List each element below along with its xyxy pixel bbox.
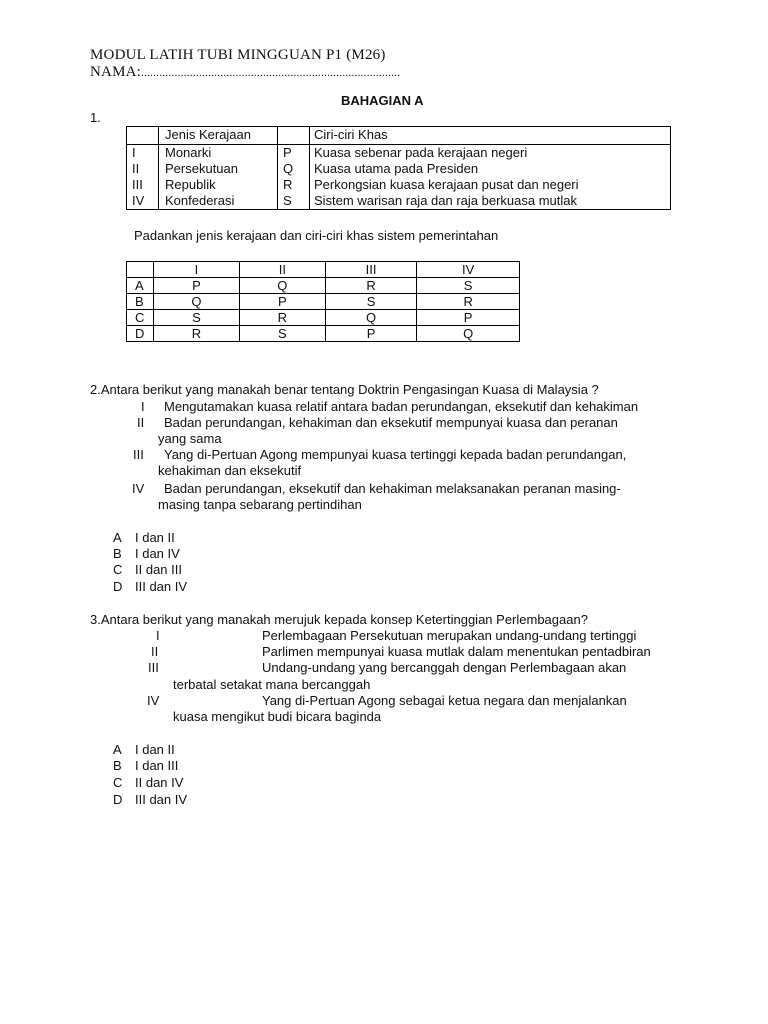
q3-statement-roman: IV xyxy=(147,693,160,708)
table-row xyxy=(127,177,671,193)
table-cell: S xyxy=(239,326,325,342)
table-header-cell xyxy=(278,127,310,145)
q3-statement-roman: I xyxy=(156,628,160,643)
q3-option-text: I dan II xyxy=(135,742,175,757)
table-cell: R xyxy=(154,326,240,342)
q3-statement-text: Undang-undang yang bercanggah dengan Perlembagaan akan xyxy=(262,660,627,675)
q2-statement-text: Yang di-Pertuan Agong mempunyai kuasa tertinggi kepada badan perundangan, xyxy=(164,447,627,462)
q2-statement-text: kehakiman dan eksekutif xyxy=(158,463,302,478)
table-header-cell xyxy=(127,262,154,278)
table-cell: Q xyxy=(325,310,416,326)
table-cell: P xyxy=(154,278,240,294)
q2-option-text: II dan III xyxy=(135,562,182,577)
q3-stem: 3.Antara berikut yang manakah merujuk kepada konsep Ketertinggian Perlembagaan? xyxy=(90,612,588,627)
q2-option-letter: B xyxy=(113,546,122,561)
q1-instruction: Padankan jenis kerajaan dan ciri-ciri khas sistem pemerintahan xyxy=(134,228,499,243)
table-cell: S xyxy=(154,310,240,326)
name-line xyxy=(90,64,400,82)
option-letter-cell: D xyxy=(127,326,154,342)
table-cell: III xyxy=(127,177,159,193)
table-header-cell: IV xyxy=(417,262,520,278)
q3-statement-roman: III xyxy=(148,660,159,675)
table-header-cell: Jenis Kerajaan xyxy=(159,127,278,145)
q3-option-letter: C xyxy=(113,775,123,790)
table-cell: P xyxy=(278,145,310,162)
table-row xyxy=(127,193,671,210)
table-header-cell: Ciri-ciri Khas xyxy=(310,127,671,145)
table-cell: P xyxy=(417,310,520,326)
table-cell: Monarki xyxy=(159,145,278,162)
table-cell: S xyxy=(278,193,310,210)
table-cell: P xyxy=(239,294,325,310)
table-cell: R xyxy=(417,294,520,310)
option-letter-cell: A xyxy=(127,278,154,294)
table-row xyxy=(127,310,520,326)
q3-statement-text: terbatal setakat mana bercanggah xyxy=(173,677,371,692)
q3-statement-roman: II xyxy=(151,644,159,659)
table-cell: Konfederasi xyxy=(159,193,278,210)
q2-option-letter: A xyxy=(113,530,122,545)
table-cell: Kuasa utama pada Presiden xyxy=(310,161,671,177)
module-title: MODUL LATIH TUBI MINGGUAN P1 (M26) xyxy=(90,47,386,63)
q3-option-letter: D xyxy=(113,792,123,807)
q1-number: 1. xyxy=(90,110,101,125)
name-dots: ..................................................................................... xyxy=(141,67,401,79)
q2-option-letter: C xyxy=(113,562,123,577)
q3-statement-text: kuasa mengikut budi bicara baginda xyxy=(173,709,382,724)
name-label: NAMA: xyxy=(90,64,142,80)
q2-statement-roman: II xyxy=(137,415,145,430)
table-header-cell: I xyxy=(154,262,240,278)
table-cell: Q xyxy=(417,326,520,342)
table-header-cell: II xyxy=(239,262,325,278)
table-cell: Kuasa sebenar pada kerajaan negeri xyxy=(310,145,671,162)
table-cell: R xyxy=(325,278,416,294)
table-row xyxy=(127,145,671,162)
q2-statement-text: yang sama xyxy=(158,431,222,446)
option-letter-cell: C xyxy=(127,310,154,326)
table-cell: II xyxy=(127,161,159,177)
table-cell: Republik xyxy=(159,177,278,193)
table-cell: I xyxy=(127,145,159,162)
table-row xyxy=(127,326,520,342)
q2-statement-roman: III xyxy=(133,447,144,462)
table-header-cell xyxy=(127,127,159,145)
q2-statement-text: masing tanpa sebarang pertindihan xyxy=(158,497,362,512)
q3-option-text: I dan III xyxy=(135,758,179,773)
table-cell: Q xyxy=(154,294,240,310)
table-cell: Perkongsian kuasa kerajaan pusat dan negeri xyxy=(310,177,671,193)
q3-option-text: II dan IV xyxy=(135,775,184,790)
q2-statement-text: Mengutamakan kuasa relatif antara badan perundangan, eksekutif dan kehakiman xyxy=(164,399,639,414)
table-header-cell: III xyxy=(325,262,416,278)
q3-option-letter: B xyxy=(113,758,122,773)
q2-stem: 2.Antara berikut yang manakah benar tentang Doktrin Pengasingan Kuasa di Malaysia ? xyxy=(90,382,599,397)
q2-statement-text: Badan perundangan, kehakiman dan eksekutif mempunyai kuasa dan peranan xyxy=(164,415,618,430)
table-cell: R xyxy=(239,310,325,326)
table-row xyxy=(127,161,671,177)
table-cell: IV xyxy=(127,193,159,210)
q2-statement-roman: IV xyxy=(132,481,145,496)
q3-option-text: III dan IV xyxy=(135,792,188,807)
table-row xyxy=(127,278,520,294)
table-cell: Q xyxy=(278,161,310,177)
table-cell: S xyxy=(417,278,520,294)
q3-statement-text: Yang di-Pertuan Agong sebagai ketua negara dan menjalankan xyxy=(262,693,627,708)
table-cell: Q xyxy=(239,278,325,294)
q3-statement-text: Parlimen mempunyai kuasa mutlak dalam menentukan pentadbiran xyxy=(262,644,651,659)
option-letter-cell: B xyxy=(127,294,154,310)
table-cell: Sistem warisan raja dan raja berkuasa mutlak xyxy=(310,193,671,210)
q2-option-text: III dan IV xyxy=(135,579,188,594)
table-cell: R xyxy=(278,177,310,193)
q1-matching-table xyxy=(126,126,671,210)
q1-answer-table xyxy=(126,261,520,342)
q2-option-text: I dan II xyxy=(135,530,175,545)
q2-statement-text: Badan perundangan, eksekutif dan kehakiman melaksanakan peranan masing- xyxy=(164,481,621,496)
section-title: BAHAGIAN A xyxy=(341,93,424,108)
q2-option-text: I dan IV xyxy=(135,546,180,561)
table-cell: S xyxy=(325,294,416,310)
table-header-row xyxy=(127,262,520,278)
table-cell: Persekutuan xyxy=(159,161,278,177)
table-header-row xyxy=(127,127,671,145)
q3-statement-text: Perlembagaan Persekutuan merupakan undang-undang tertinggi xyxy=(262,628,637,643)
table-row xyxy=(127,294,520,310)
q3-option-letter: A xyxy=(113,742,122,757)
table-cell: P xyxy=(325,326,416,342)
q2-option-letter: D xyxy=(113,579,123,594)
q2-statement-roman: I xyxy=(141,399,145,414)
